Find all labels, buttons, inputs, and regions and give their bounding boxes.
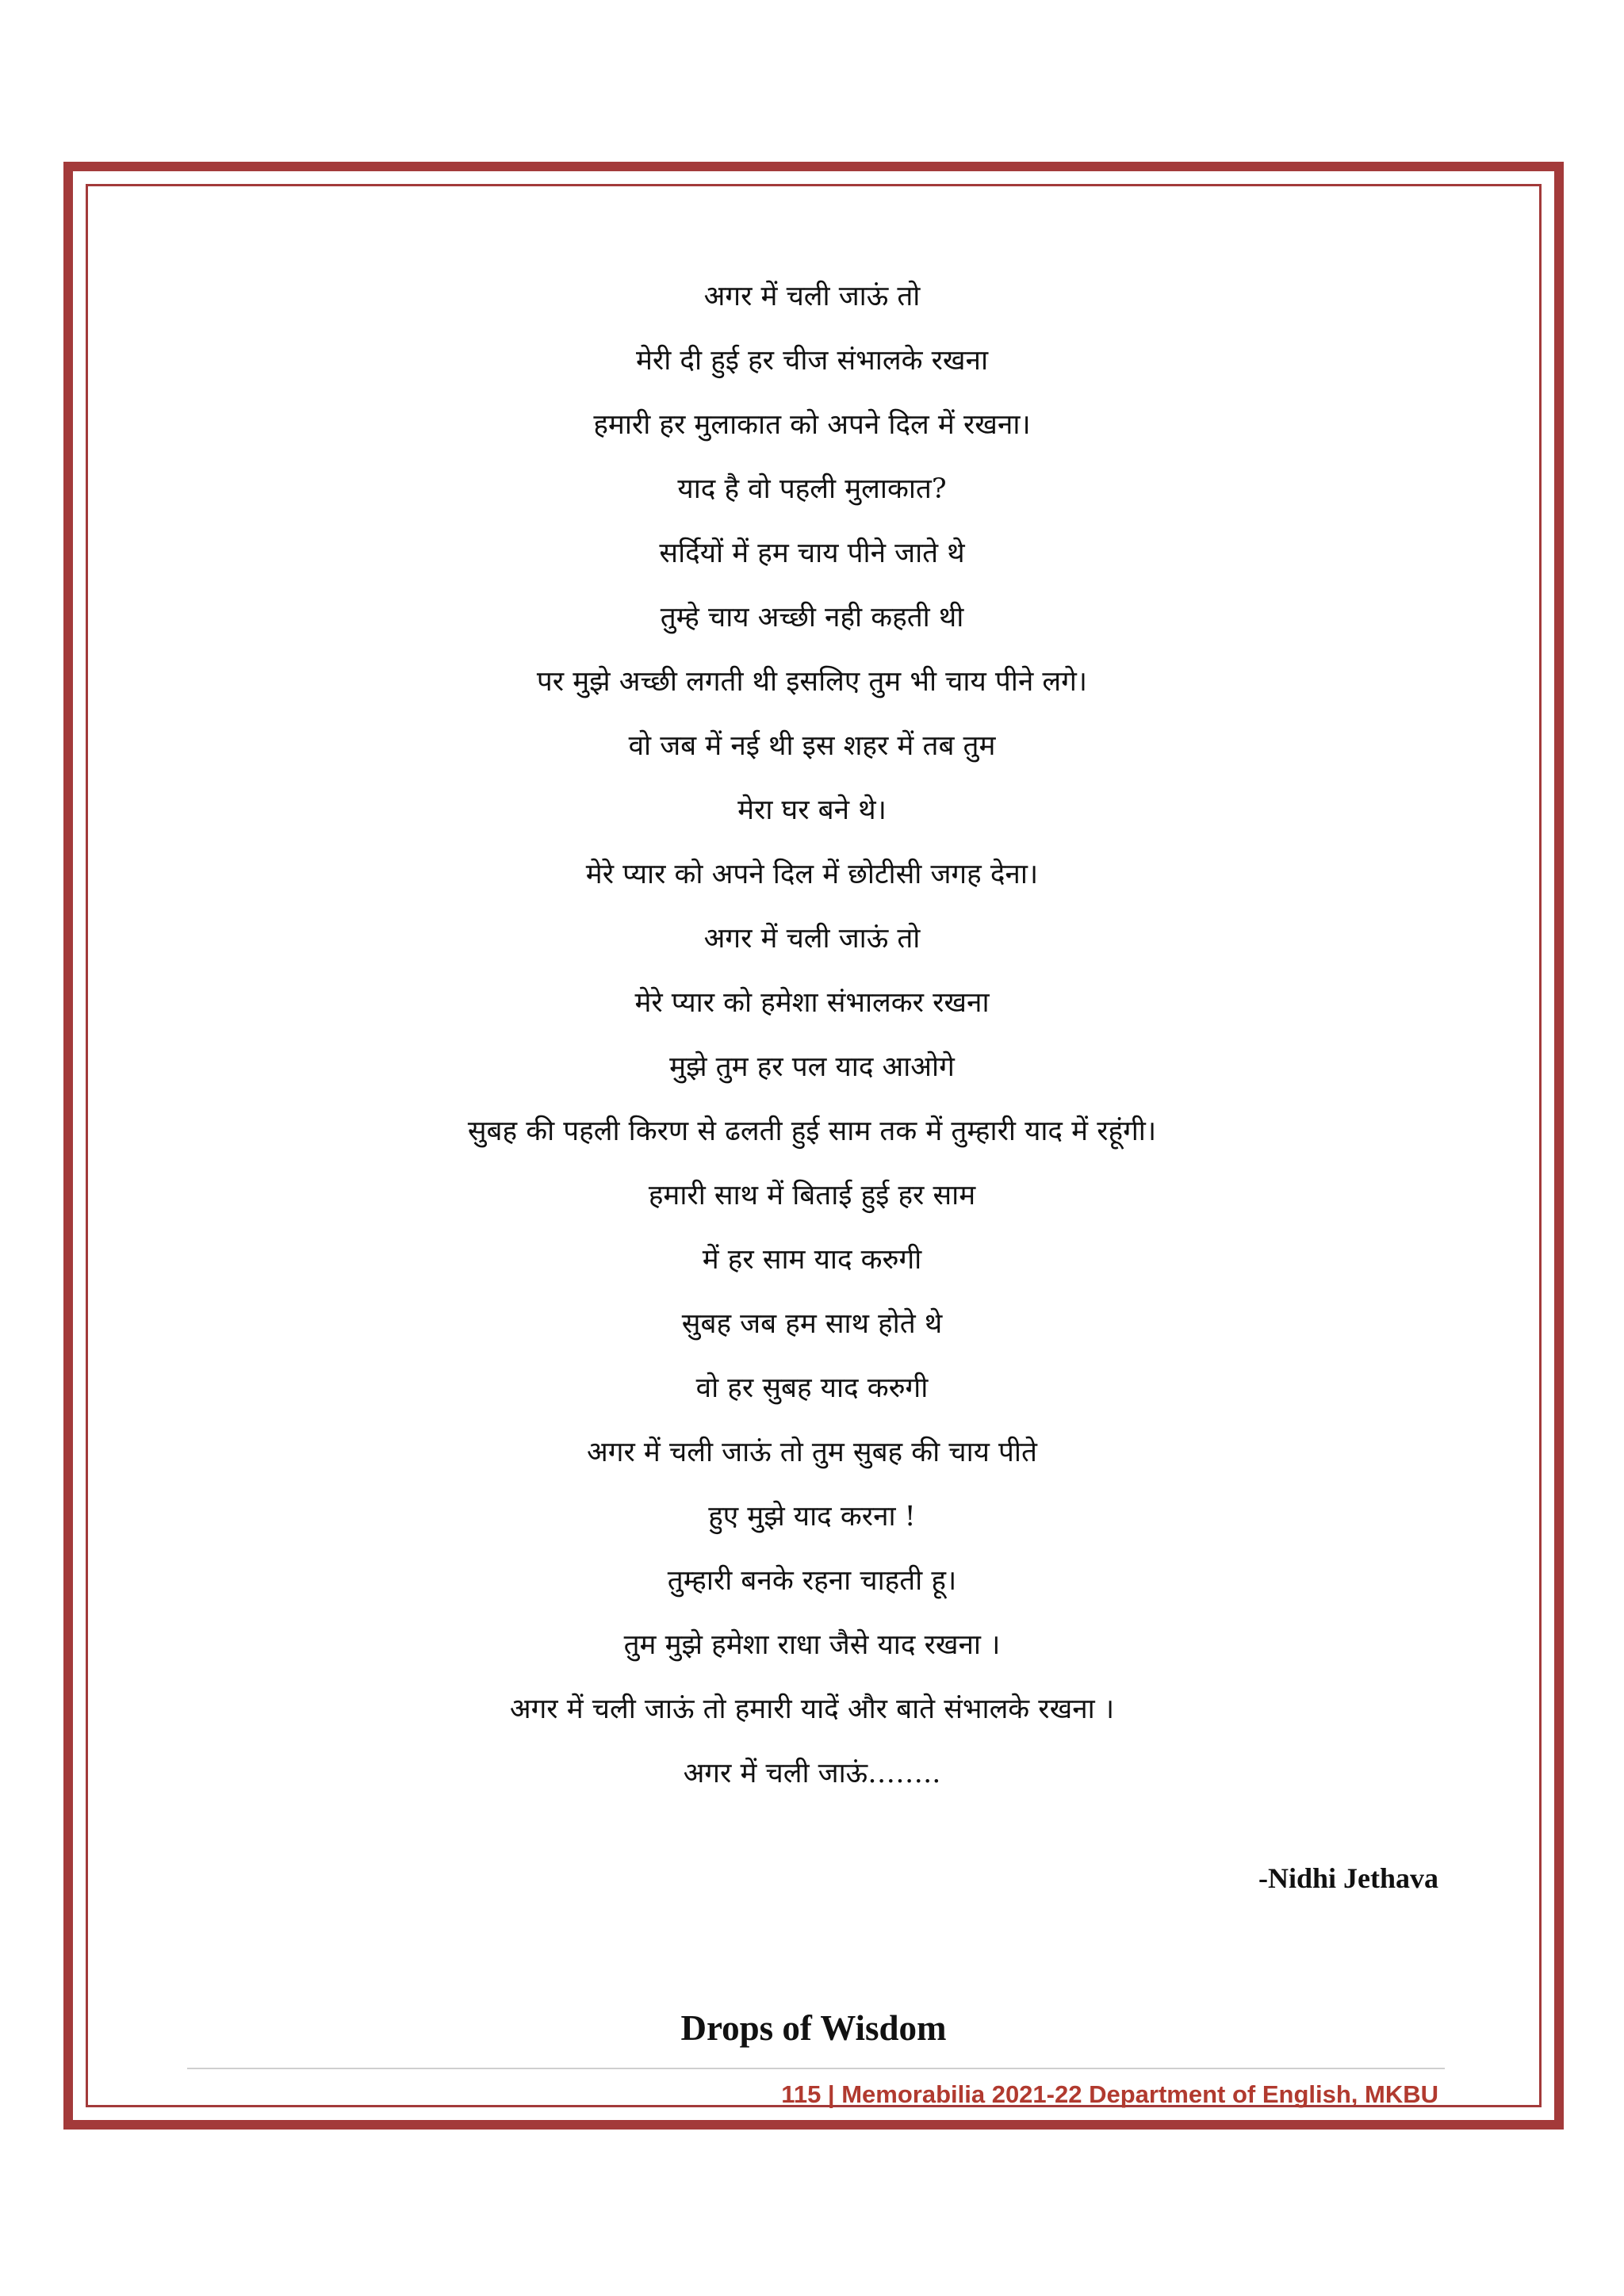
poem-line: हुए मुझे याद करना ! bbox=[708, 1501, 916, 1533]
footer-page-info: 115 | Memorabilia 2021-22 Department of English, MKBU bbox=[781, 2080, 1438, 2108]
poem-line: अगर में चली जाऊं तो हमारी यादें और बाते संभालके रखना । bbox=[509, 1693, 1115, 1725]
poem-line: मेरे प्यार को हमेशा संभालकर रखना bbox=[634, 987, 990, 1019]
poem-line: सर्दियों में हम चाय पीने जाते थे bbox=[659, 538, 965, 569]
poem-line: अगर में चली जाऊं तो तुम सुबह की चाय पीते bbox=[587, 1437, 1037, 1468]
poem-line: अगर में चली जाऊं…….. bbox=[683, 1758, 941, 1789]
poem-line: मेरी दी हुई हर चीज संभालके रखना bbox=[635, 345, 989, 377]
poem-line: वो जब में नई थी इस शहर में तब तुम bbox=[628, 730, 996, 762]
section-title-text: Drops of Wisdom bbox=[680, 2008, 947, 2048]
poem-line: सुबह जब हम साथ होते थे bbox=[681, 1308, 943, 1340]
poem-author: -Nidhi Jethava bbox=[1258, 1862, 1438, 1894]
poem-line: अगर में चली जाऊं तो bbox=[703, 923, 921, 955]
poem-line: अगर में चली जाऊं तो bbox=[703, 281, 921, 312]
poem-line: हमारी साथ में बिताई हुई हर साम bbox=[648, 1180, 976, 1211]
poem bbox=[0, 265, 1624, 1806]
poem-line: तुम मुझे हमेशा राधा जैसे याद रखना । bbox=[623, 1629, 1001, 1661]
footer-divider bbox=[187, 2068, 1445, 2069]
poem-line: मेरा घर बने थे। bbox=[737, 794, 887, 826]
section-title bbox=[0, 2007, 1624, 2049]
poem-line: हमारी हर मुलाकात को अपने दिल में रखना। bbox=[593, 409, 1031, 441]
poem-line: मेरे प्यार को अपने दिल में छोटीसी जगह देना। bbox=[585, 859, 1039, 890]
poem-line: पर मुझे अच्छी लगती थी इसलिए तुम भी चाय पीने लगे। bbox=[536, 666, 1088, 698]
poem-line: तुम्हारी बनके रहना चाहती हू। bbox=[667, 1565, 957, 1597]
poem-line: तुम्हे चाय अच्छी नही कहती थी bbox=[660, 602, 964, 633]
poem-line: में हर साम याद करुगी bbox=[702, 1244, 922, 1276]
poem-line: याद है वो पहली मुलाकात? bbox=[677, 473, 947, 505]
poem-line: मुझे तुम हर पल याद आओगे bbox=[669, 1051, 955, 1083]
poem-line: वो हर सुबह याद करुगी bbox=[695, 1372, 929, 1404]
poem-line: सुबह की पहली किरण से ढलती हुई साम तक में तुम्हारी याद में रहूंगी। bbox=[467, 1115, 1157, 1147]
